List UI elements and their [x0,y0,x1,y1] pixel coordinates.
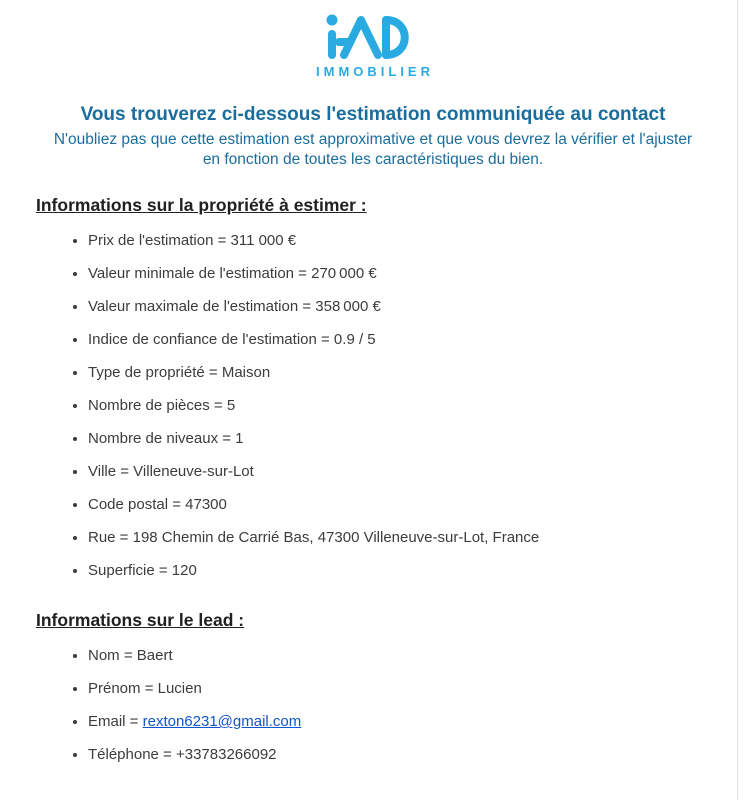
page-title: Vous trouverez ci-dessous l'estimation communiquée au contact [80,104,666,125]
list-item-price: • Prix de l'estimation = 311 000 € [88,233,710,249]
list-item-postal-code: • Code postal = 47300 [88,497,710,513]
email-label: Email = [88,713,143,730]
list-item-last-name: • Nom = Baert [88,648,710,664]
list-item-first-name: • Prénom = Lucien [88,681,710,697]
lead-section [36,610,710,763]
list-item-rooms: • Nombre de pièces = 5 [88,398,710,414]
list-item-max-value: • Valeur maximale de l'estimation = 358 000 € [88,299,710,315]
property-section [36,195,710,579]
list-item-surface: • Superficie = 120 [88,563,710,579]
lead-list [36,648,710,763]
list-item-email [88,714,710,730]
page-subtitle: N'oubliez pas que cette estimation est approximative et que vous devrez la vérifier et l'ajuster en fonction de toutes les caractéristiques du bien. [53,131,693,168]
content-right-border [737,0,738,800]
lead-section-heading: Informations sur le lead : [36,610,245,630]
property-section-heading: Informations sur la propriété à estimer : [36,195,367,215]
brand-wordmark: IMMOBILIER [316,64,434,79]
list-item-phone: • Téléphone = +33783266092 [88,747,710,763]
email-link[interactable]: rexton6231@gmail.com [142,713,302,730]
iad-logo-icon [323,12,423,62]
property-list [36,233,710,579]
list-item-city: • Ville = Villeneuve-sur-Lot [88,464,710,480]
list-item-confidence: • Indice de confiance de l'estimation = 0.9 / 5 [88,332,710,348]
list-item-property-type: • Type de propriété = Maison [88,365,710,381]
list-item-levels: • Nombre de niveaux = 1 [88,431,710,447]
brand-header [0,0,746,79]
list-item-min-value: • Valeur minimale de l'estimation = 270 000 € [88,266,710,282]
list-item-street: • Rue = 198 Chemin de Carrié Bas, 47300 Villeneuve-sur-Lot, France [88,530,710,546]
